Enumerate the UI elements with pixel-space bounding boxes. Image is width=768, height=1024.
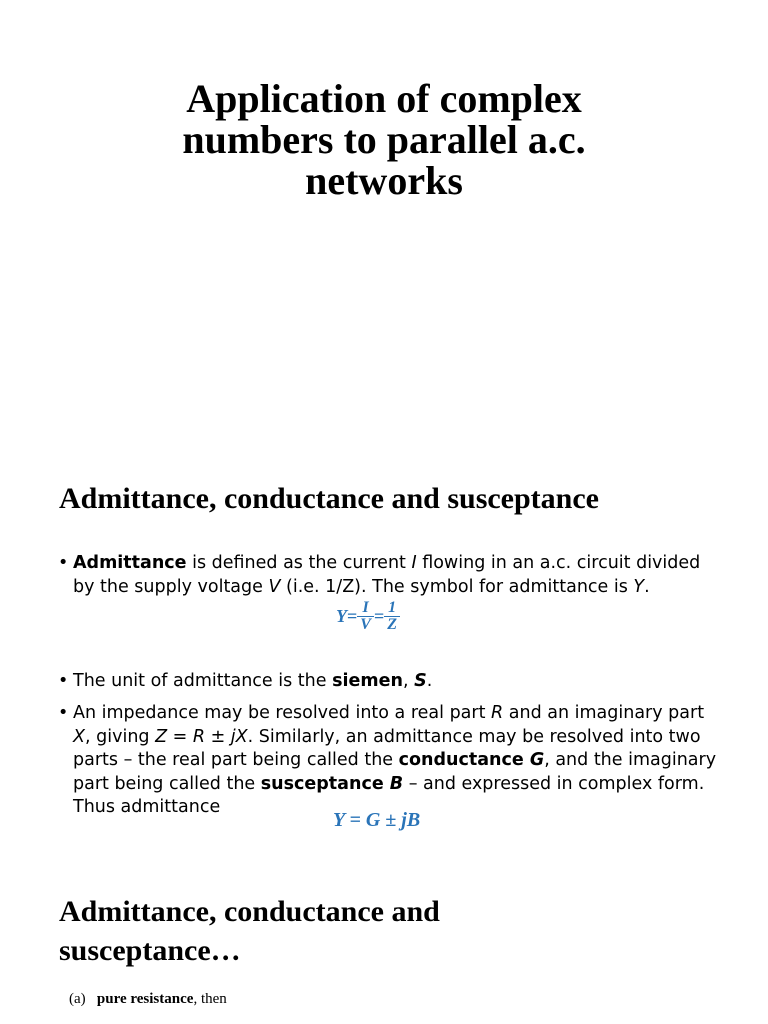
admittance-formula: Y= $\frac{I}{V}$ = $\frac{1}{Z}$ bbox=[336, 600, 400, 633]
sub-item-pure-resistance: (a) pure resistance, then bbox=[69, 991, 227, 1007]
bullet-text: Admittance is defined as the current I flowing in an a.c. circuit divided by the supply voltage V (i.e. 1/Z). The symbol for admittance is Y. bbox=[73, 553, 701, 597]
section-heading-admittance: Admittance, conductance and susceptance bbox=[59, 482, 599, 515]
title-line-1: Application of complex bbox=[186, 76, 582, 121]
bullet-dot: • bbox=[58, 553, 69, 573]
admittance-complex-formula: Y = G ± jB bbox=[333, 809, 421, 831]
bullet-dot: • bbox=[58, 671, 69, 691]
bullet-text: The unit of admittance is the siemen, S. bbox=[73, 671, 433, 691]
slide-title bbox=[0, 78, 768, 201]
section-heading-admittance-continued: Admittance, conductance and susceptance… bbox=[59, 895, 440, 967]
bullet-dot: • bbox=[58, 703, 69, 723]
bullet-unit-siemen bbox=[58, 670, 718, 694]
title-line-2: numbers to parallel a.c. bbox=[182, 117, 586, 162]
bullet-admittance-definition bbox=[58, 552, 718, 599]
bullet-text: An impedance may be resolved into a real part R and an imaginary part X, giving Z = R ± jX. Similarly, an admittance may be resolved into two parts – the real part being called the conductance G, and the imaginary part being called the susceptance B – and expressed in complex form. Thus admittance bbox=[73, 703, 717, 817]
title-line-3: networks bbox=[305, 158, 463, 203]
bullet-conductance-susceptance bbox=[58, 702, 718, 820]
